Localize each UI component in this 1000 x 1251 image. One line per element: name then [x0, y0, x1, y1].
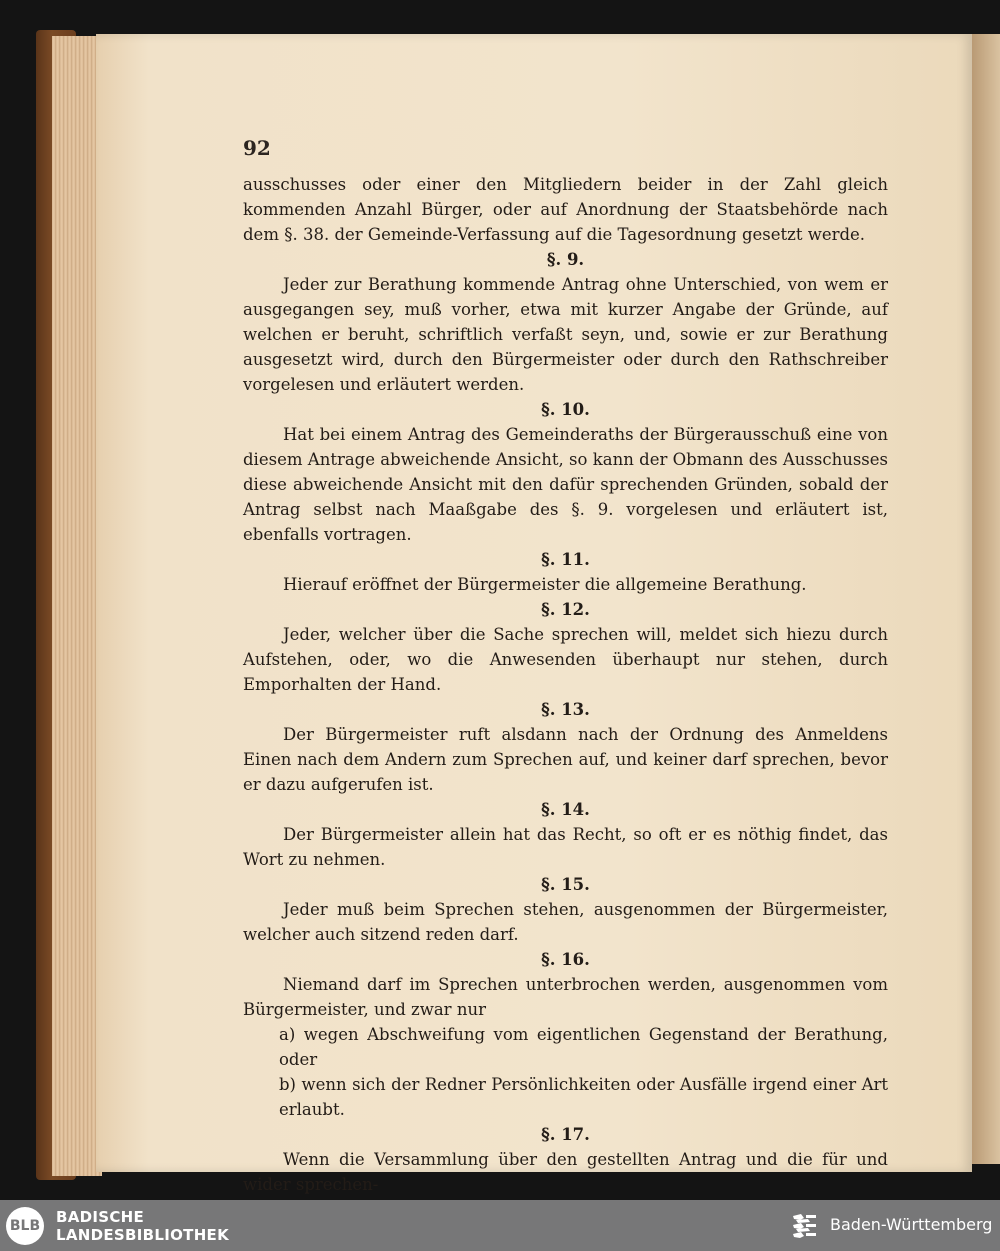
paragraph: Niemand darf im Sprechen unterbrochen werden, ausgenommen vom Bürgermeister, und zwar nur [243, 975, 888, 1019]
section-heading: §. 12. [541, 600, 590, 619]
footer-bar [0, 1200, 1000, 1251]
library-name-line1: BADISCHE [56, 1208, 145, 1226]
state-name[interactable]: Baden-Württemberg [830, 1215, 993, 1234]
section-heading: §. 9. [546, 250, 585, 269]
paragraph: Wenn die Versammlung über den gestellten Antrag und die für und wider sprechen- [243, 1150, 888, 1194]
paragraph: Hat bei einem Antrag des Gemeinderaths der Bürgerausschuß eine von diesem Antrage abweichende Ansicht, so kann der Obmann des Ausschusses diese abweichende Ansicht mit den dafür sprechenden Gründen, sobald der Antrag selbst nach Maaßgabe des §. 9. vorgelesen und erläutert ist, ebenfalls vortragen. [243, 425, 888, 544]
section-heading: §. 15. [541, 875, 590, 894]
paragraph: Der Bürgermeister allein hat das Recht, so oft er es nöthig findet, das Wort zu nehmen. [243, 825, 888, 869]
paragraph: Jeder muß beim Sprechen stehen, ausgenommen der Bürgermeister, welcher auch sitzend reden darf. [243, 900, 888, 944]
paragraph: Jeder, welcher über die Sache sprechen will, meldet sich hiezu durch Aufstehen, oder, wo die Anwesenden überhaupt nur stehen, durch Emporhalten der Hand. [243, 625, 888, 694]
list-item: b) wenn sich der Redner Persönlichkeiten oder Ausfälle irgend einer Art erlaubt. [279, 1075, 888, 1119]
paragraph: ausschusses oder einer den Mitgliedern beider in der Zahl gleich kommenden Anzahl Bürger, oder auf Anordnung der Staatsbehörde nach dem §. 38. der Gemeinde-Verfassung auf die Tagesordnung gesetzt werde. [243, 175, 888, 244]
section-heading: §. 13. [541, 700, 590, 719]
paragraph: Der Bürgermeister ruft alsdann nach der Ordnung des Anmeldens Einen nach dem Andern zum Sprechen auf, und keiner darf sprechen, bevor er dazu aufgerufen ist. [243, 725, 888, 794]
blb-logo-icon[interactable]: BLB [6, 1207, 44, 1245]
paragraph: Hierauf eröffnet der Bürgermeister die allgemeine Berathung. [283, 575, 807, 594]
state-coat-of-arms-icon[interactable] [790, 1211, 820, 1241]
list-item: a) wegen Abschweifung vom eigentlichen Gegenstand der Berathung, oder [279, 1025, 888, 1069]
page-text-block [243, 172, 888, 1197]
section-heading: §. 14. [541, 800, 590, 819]
paragraph: Jeder zur Berathung kommende Antrag ohne Unterschied, von wem er ausgegangen sey, muß vorher, etwa mit kurzer Angabe der Gründe, auf welchen er beruht, schriftlich verfaßt seyn, und, sowie er zur Berathung ausgesetzt wird, durch den Bürgermeister oder durch den Rathschreiber vorgelesen und erläutert werden. [243, 275, 888, 394]
section-heading: §. 10. [541, 400, 590, 419]
library-name-line2: LANDESBIBLIOTHEK [56, 1226, 230, 1244]
section-heading: §. 17. [541, 1125, 590, 1144]
page-stack-edges [52, 36, 102, 1176]
section-heading: §. 11. [541, 550, 590, 569]
page-number: 92 [243, 136, 271, 160]
library-name[interactable] [56, 1208, 229, 1244]
facing-page-edge [972, 34, 1000, 1164]
section-heading: §. 16. [541, 950, 590, 969]
